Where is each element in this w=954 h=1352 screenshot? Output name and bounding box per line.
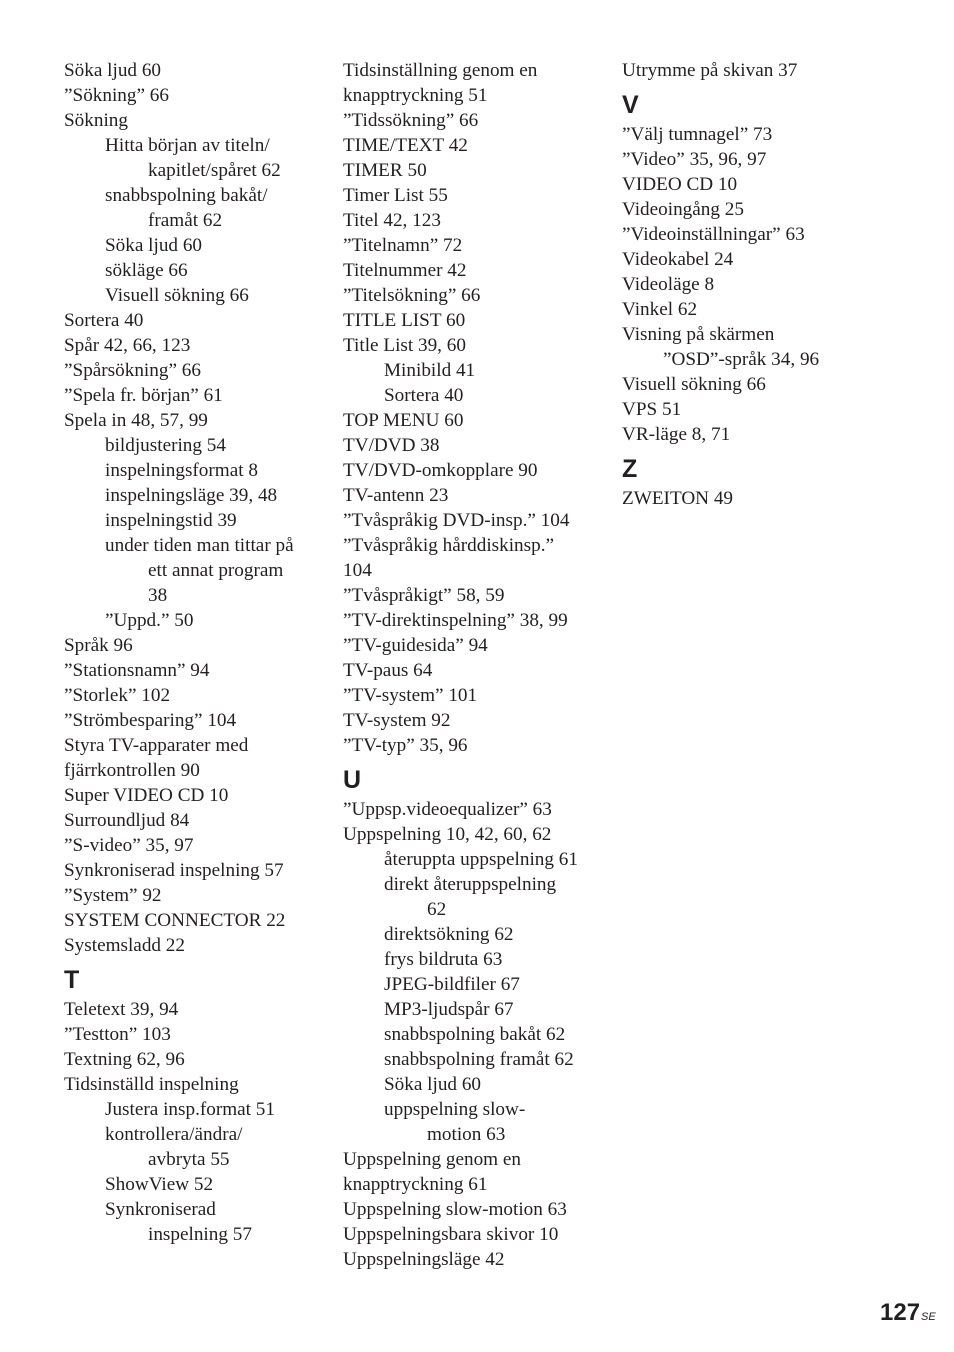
index-entry: ”Video” 35, 96, 97	[622, 149, 767, 170]
index-entry: ”System” 92	[64, 885, 162, 906]
index-subentry: direkt återuppspelning	[384, 874, 557, 895]
index-entry: ”Spårsökning” 66	[64, 360, 201, 381]
index-subentry: återuppta uppspelning 61	[384, 849, 578, 870]
index-entry: TV-system 92	[343, 710, 451, 731]
index-entry: ”Videoinställningar” 63	[622, 224, 805, 245]
index-entry: Teletext 39, 94	[64, 999, 179, 1020]
index-entry: Uppspelning genom en	[343, 1149, 521, 1170]
index-entry: ”Uppsp.videoequalizer” 63	[343, 799, 552, 820]
index-subentry: snabbspolning bakåt 62	[384, 1024, 566, 1045]
index-subentry: ett annat program	[148, 560, 284, 581]
index-entry: Systemsladd 22	[64, 935, 185, 956]
index-entry: TITLE LIST 60	[343, 310, 466, 331]
index-entry: ”Stationsnamn” 94	[64, 660, 210, 681]
index-subentry: frys bildruta 63	[384, 949, 503, 970]
index-entry: Titel 42, 123	[343, 210, 441, 231]
index-entry: ”Titelsökning” 66	[343, 285, 481, 306]
index-entry: Spår 42, 66, 123	[64, 335, 191, 356]
index-entry: ”TV-direktinspelning” 38, 99	[343, 610, 568, 631]
index-entry: Spela in 48, 57, 99	[64, 410, 208, 431]
index-entry: Språk 96	[64, 635, 133, 656]
index-entry: ”Tidssökning” 66	[343, 110, 479, 131]
page-number-value: 127	[880, 1299, 921, 1326]
index-subentry: Minibild 41	[384, 360, 476, 381]
index-entry: Uppspelning slow-motion 63	[343, 1199, 567, 1220]
index-entry: ”Tvåspråkig DVD-insp.” 104	[343, 510, 570, 531]
page-number	[880, 1298, 936, 1328]
index-entry: ZWEITON 49	[622, 488, 734, 509]
index-subentry: sökläge 66	[105, 260, 188, 281]
index-column-3	[622, 58, 912, 511]
index-entry: TOP MENU 60	[343, 410, 464, 431]
index-entry: Uppspelning 10, 42, 60, 62	[343, 824, 552, 845]
index-subentry: MP3-ljudspår 67	[384, 999, 514, 1020]
index-subentry: direktsökning 62	[384, 924, 514, 945]
index-entry: ”Sökning” 66	[64, 85, 169, 106]
index-entry: Visuell sökning 66	[622, 374, 766, 395]
index-entry: ”TV-typ” 35, 96	[343, 735, 468, 756]
index-entry: ”Välj tumnagel” 73	[622, 124, 773, 145]
index-entry: ”Tvåspråkigt” 58, 59	[343, 585, 505, 606]
index-subentry: ”Uppd.” 50	[105, 610, 194, 631]
index-subentry: avbryta 55	[148, 1149, 230, 1170]
index-entry: Sortera 40	[64, 310, 144, 331]
index-subentry: Söka ljud 60	[384, 1074, 482, 1095]
index-entry: TV-paus 64	[343, 660, 433, 681]
index-entry: SYSTEM CONNECTOR 22	[64, 910, 286, 931]
section-letter-heading: Z	[622, 455, 638, 483]
index-subentry: Synkroniserad	[105, 1199, 216, 1220]
index-subentry: Hitta början av titeln/	[105, 135, 270, 156]
index-entry: Synkroniserad inspelning 57	[64, 860, 284, 881]
index-entry: ”Titelnamn” 72	[343, 235, 463, 256]
index-subentry: Sortera 40	[384, 385, 464, 406]
index-entry: Videoläge 8	[622, 274, 715, 295]
section-letter-heading: U	[343, 766, 362, 794]
index-entry: ”Spela fr. början” 61	[64, 385, 223, 406]
index-subentry: Söka ljud 60	[105, 235, 203, 256]
index-entry: Titelnummer 42	[343, 260, 467, 281]
index-entry: Timer List 55	[343, 185, 448, 206]
section-letter-heading: V	[622, 91, 639, 119]
index-entry: Textning 62, 96	[64, 1049, 185, 1070]
index-subentry: Visuell sökning 66	[105, 285, 249, 306]
index-subentry: kapitlet/spåret 62	[148, 160, 281, 181]
index-subentry: snabbspolning bakåt/	[105, 185, 268, 206]
index-subentry: ”OSD”-språk 34, 96	[663, 349, 820, 370]
index-entry: Uppspelningsläge 42	[343, 1249, 505, 1270]
index-entry: TIMER 50	[343, 160, 427, 181]
index-entry: VIDEO CD 10	[622, 174, 738, 195]
index-subentry: JPEG-bildfiler 67	[384, 974, 520, 995]
index-entry: Videoingång 25	[622, 199, 744, 220]
index-entry: ”Tvåspråkig hårddiskinsp.”	[343, 535, 555, 556]
index-entry: ”Storlek” 102	[64, 685, 171, 706]
index-entry: Tidsinställd inspelning	[64, 1074, 239, 1095]
index-entry: Söka ljud 60	[64, 60, 162, 81]
index-entry: Surroundljud 84	[64, 810, 190, 831]
index-entry: ”S-video” 35, 97	[64, 835, 194, 856]
index-entry: Videokabel 24	[622, 249, 734, 270]
index-entry: VPS 51	[622, 399, 682, 420]
index-entry: ”Testton” 103	[64, 1024, 171, 1045]
index-entry: TIME/TEXT 42	[343, 135, 468, 156]
index-entry: TV/DVD-omkopplare 90	[343, 460, 538, 481]
index-entry: fjärrkontrollen 90	[64, 760, 200, 781]
index-entry: Visning på skärmen	[622, 324, 775, 345]
index-subentry: inspelningstid 39	[105, 510, 237, 531]
index-entry: ”TV-system” 101	[343, 685, 478, 706]
index-subentry: Justera insp.format 51	[105, 1099, 275, 1120]
index-entry: Uppspelningsbara skivor 10	[343, 1224, 559, 1245]
index-entry: TV/DVD 38	[343, 435, 440, 456]
index-subentry: under tiden man tittar på	[105, 535, 294, 556]
index-column-2	[343, 58, 605, 1272]
index-subentry: ShowView 52	[105, 1174, 214, 1195]
index-entry: Utrymme på skivan 37	[622, 60, 798, 81]
index-entry: ”TV-guidesida” 94	[343, 635, 488, 656]
index-subentry: snabbspolning framåt 62	[384, 1049, 574, 1070]
index-entry: TV-antenn 23	[343, 485, 449, 506]
index-subentry: 38	[148, 585, 168, 606]
index-subentry: 62	[427, 899, 447, 920]
section-letter-heading: T	[64, 966, 80, 994]
index-subentry: framåt 62	[148, 210, 223, 231]
index-entry: ”Strömbesparing” 104	[64, 710, 237, 731]
index-entry: knapptryckning 61	[343, 1174, 488, 1195]
index-entry: knapptryckning 51	[343, 85, 488, 106]
index-entry: Vinkel 62	[622, 299, 698, 320]
index-entry: Super VIDEO CD 10	[64, 785, 229, 806]
index-subentry: motion 63	[427, 1124, 506, 1145]
index-entry: Title List 39, 60	[343, 335, 466, 356]
index-subentry: inspelningsformat 8	[105, 460, 258, 481]
index-subentry: inspelning 57	[148, 1224, 252, 1245]
index-subentry: bildjustering 54	[105, 435, 226, 456]
index-entry: 104	[343, 560, 372, 581]
index-subentry: uppspelning slow-	[384, 1099, 526, 1120]
index-subentry: inspelningsläge 39, 48	[105, 485, 278, 506]
index-entry: Sökning	[64, 110, 128, 131]
index-entry: Tidsinställning genom en	[343, 60, 538, 81]
index-subentry: kontrollera/ändra/	[105, 1124, 243, 1145]
index-entry: Styra TV-apparater med	[64, 735, 249, 756]
index-entry: VR-läge 8, 71	[622, 424, 731, 445]
index-column-1	[64, 58, 326, 1247]
page-number-suffix: SE	[921, 1311, 936, 1323]
